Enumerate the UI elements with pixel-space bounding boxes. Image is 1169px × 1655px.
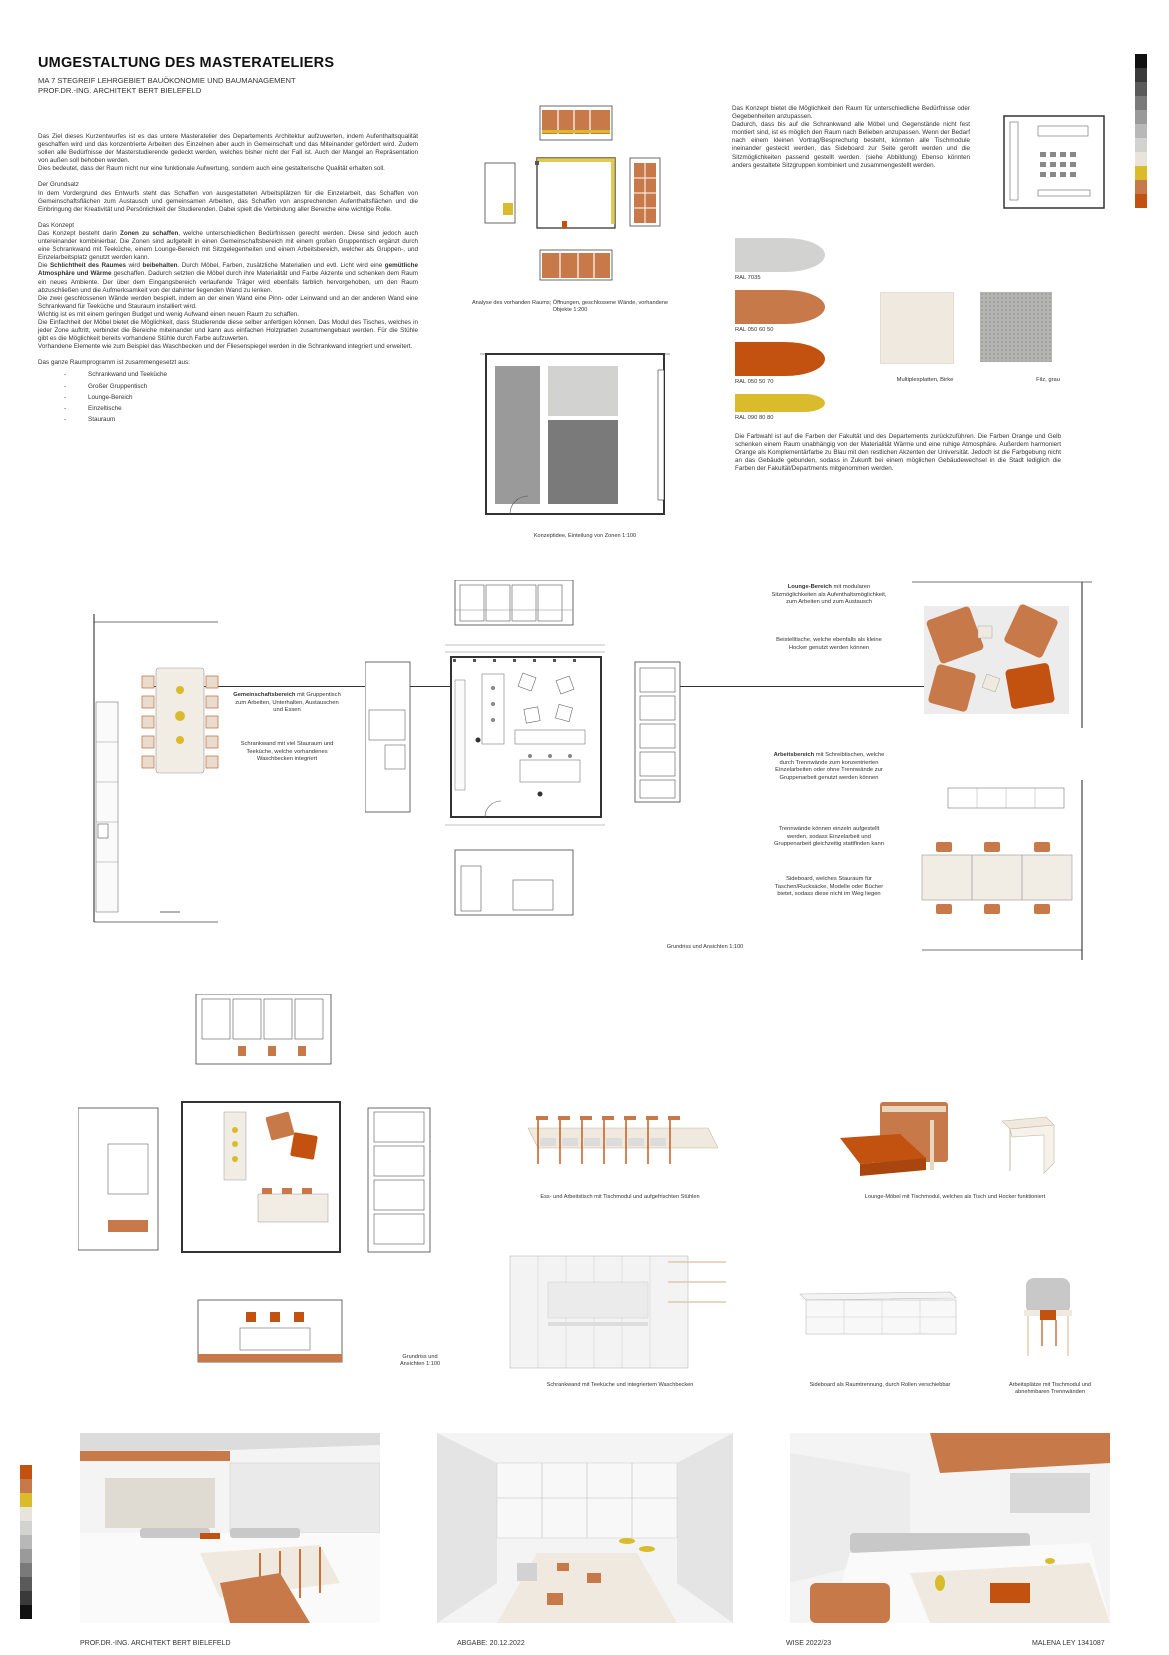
- color-swatches: [735, 238, 825, 421]
- swatch-ral-090-80-80: [735, 394, 825, 412]
- konzept-paragraph: Die Einfachheit der Möbel bietet die Möglichkeit, dass Studierende diese selber anfertigen können. Das Modul des Tisches, welches in jeder Zone auftritt, verbindet die Bereiche miteinander und kann aus einfachen Holzplatten zusammengebaut werden. Für die Stühle gibt es die Möglichkeit bereits vorhandene Stühle durch Farbe aufzuwerten.: [38, 318, 418, 343]
- palette-chip: [20, 1535, 32, 1549]
- main-floor-plan: [365, 580, 695, 920]
- lounge-furniture-illustration: [830, 1100, 960, 1180]
- konzept-heading: Das Konzept: [38, 221, 75, 229]
- caption-analyse: Analyse des vorhanden Raums; Öffnungen, geschlossene Wände, vorhandene Objekte 1:200: [471, 300, 669, 314]
- palette-chip: [1135, 54, 1147, 68]
- wardrobe-illustration: [508, 1252, 730, 1372]
- program-item: - Stauraum: [64, 415, 116, 423]
- intro-text: [38, 133, 418, 424]
- rendering-3-drawing: [790, 1433, 1110, 1623]
- footer-abgabe: ABGABE: 20.12.2022: [457, 1640, 525, 1647]
- sideboard-annotation: Sideboard, welches Stauraum für Taschen/Rucksäcke, Modelle oder Bücher bietet, sodass diese nicht im Weg liegen: [774, 876, 884, 898]
- stool-table-illustration: [1000, 1115, 1056, 1177]
- program-item: - Großer Gruppentisch: [64, 382, 148, 390]
- swatch-ral-050-50-70: [735, 342, 825, 376]
- program-item: - Schrankwand und Teeküche: [64, 371, 167, 379]
- secondary-bottom-elevation: [196, 1298, 344, 1364]
- gemeinschaft-zoom-plan: [90, 612, 220, 930]
- caption-sideboard: Sideboard als Raumtrennung, durch Rollen verschiebbar: [809, 1382, 951, 1388]
- presentation-drawing: [998, 112, 1110, 212]
- swatch-label: RAL 050 50 70: [735, 379, 774, 385]
- palette-strip-right: [1135, 54, 1147, 208]
- intro-paragraph: Das Ziel dieses Kurzentwurfes ist es das untere Masteratelier des Departements Architektur aufzuwerten, indem Aufenthaltsqualität geschaffen wird und das konzentrierte Arbeiten des Einzelnen aber auch in Gemeinschaft und das Miteinander gefördert wird. Zudem sollen alle Bedürfnisse der Masterstudierende gedeckt werden, welches bisher nicht der Fall ist. Auch der Mangel an Repräsentation von außen soll behoben werden.: [38, 133, 418, 165]
- analysis-diagrams: [470, 103, 670, 318]
- flexibility-paragraph: Das Konzept bietet die Möglichkeit den Raum für unterschiedliche Bedürfnisse oder Gegebenheiten anzupassen.: [732, 105, 970, 121]
- swatch-ral-050-60-50: [735, 290, 825, 324]
- page-title: UMGESTALTUNG DES MASTERATELIERS: [38, 55, 335, 71]
- caption-schrankwand: Schrankwand mit Teeküche und integriertem Waschbecken: [546, 1382, 694, 1388]
- zones-drawing: [480, 350, 670, 520]
- secondary-plan-drawing: [78, 994, 448, 1274]
- palette-chip: [1135, 124, 1147, 138]
- swatch-label: RAL 050 60 50: [735, 327, 774, 333]
- footer-semester: WISE 2022/23: [786, 1640, 832, 1647]
- palette-chip: [20, 1605, 32, 1619]
- wardrobe-drawing: [508, 1252, 730, 1372]
- sideboard-drawing: [798, 1290, 958, 1340]
- subtitle-professor: PROF.DR.-ING. ARCHITEKT BERT BIELEFELD: [38, 86, 202, 95]
- program-heading: Das ganze Raumprogramm ist zusammengesetzt aus:: [38, 359, 190, 367]
- konzept-paragraph: Vorhandene Elemente wie zum Beispiel das Waschbecken und der Fliesenspiegel werden in die Schrankwand integriert und erweitert.: [38, 343, 413, 351]
- stool-table-drawing: [1000, 1115, 1056, 1177]
- swatch-label: RAL 7035: [735, 275, 761, 281]
- flexibility-paragraph: Dadurch, dass bis auf die Schrankwand alle Möbel und Gegenstände nicht fest montiert sind, ist es möglich den Raum nach Belieben anzupassen. Wenn der Bedarf nach einem kleinen Vortrag/Besprechung besteht, könnten alle Tischmodule ineinander gesteckt werden, das Sideboard zur Seite gerollt werden und die Sitzmöglichkeiten passend gestellt werden. (siehe Abbildung) Ebenso könnten anders gestaltete Sitzgruppen kombiniert und zusammengestellt werden.: [732, 121, 970, 169]
- secondary-elevation-drawing: [196, 1298, 344, 1364]
- palette-chip: [1135, 152, 1147, 166]
- rendering-3: [790, 1433, 1110, 1623]
- palette-chip: [1135, 166, 1147, 180]
- arbeit-drawing: [912, 780, 1092, 960]
- program-item: - Einzeltische: [64, 404, 122, 412]
- swatch-label: RAL 090 80 80: [735, 415, 774, 421]
- material-birke-swatch: [880, 292, 954, 364]
- caption-arbeitsplaetze: Arbeitsplätze mit Tischmodul und abnehmbaren Trennwänden: [1008, 1382, 1092, 1396]
- program-item: - Lounge-Bereich: [64, 393, 133, 401]
- footer-author: MALENA LEY 1341087: [1032, 1640, 1105, 1647]
- material-birke-label: Multiplexplatten, Birke: [896, 377, 954, 383]
- workplace-drawing: [1022, 1276, 1074, 1358]
- gemeinschaft-drawing: [90, 612, 220, 930]
- arbeit-zoom-plan: [912, 780, 1092, 960]
- palette-chip: [1135, 96, 1147, 110]
- lounge-zoom-plan: [912, 576, 1092, 728]
- konzept-paragraph: Das Konzept besteht darin Zonen zu schaffen, welche unterschiedlichen Bedürfnissen gerecht werden. Diese sind jedoch auch untereinander kombinierbar. Die Zonen sind aufgeteilt in einen Gemeinschaftsbereich mit einem großen Gruppentisch ergänzt durch eine Schrankwand mit Teeküche, einem Lounge-Bereich mit Sitzgelegenheiten und einem Arbeitsbereich, welcher als Gruppen-, und Einzelarbeitsplatz genutzt werden kann.: [38, 229, 418, 262]
- swatch-ral-7035: [735, 238, 825, 272]
- lounge-annotation: Lounge-Bereich mit modularen Sitzmöglichkeiten als Aufenthaltsmöglichkeit, zum Arbeiten und zum Austausch: [771, 584, 887, 606]
- palette-chip: [20, 1563, 32, 1577]
- palette-chip: [20, 1493, 32, 1507]
- material-filz-label: Filz, grau: [1036, 377, 1060, 383]
- dining-table-drawing: [518, 1108, 718, 1174]
- palette-chip: [20, 1507, 32, 1521]
- palette-chip: [1135, 180, 1147, 194]
- color-rationale-text: Die Farbwahl ist auf die Farben der Fakultät und des Departements zurückzuführen. Die Farben Orange und Gelb schenken einem Raum unabhängig von der Materialität Wärme und eine ruhige Atmosphäre. Außerdem harmoniert Orange als Komplementärfarbe zu Blau mit den restlichen Akzenten der Universität. Jedoch ist die Farbgebung nicht an das Gebäude gebunden, sodass in Zukunft bei einem möglichen Gebäudewechsel in die Stadt lediglich die Farben der Fakultät/Departments mitgenommen werden.: [735, 433, 1061, 473]
- rendering-2: [437, 1433, 733, 1623]
- footer-professor: PROF.DR.-ING. ARCHITEKT BERT BIELEFELD: [80, 1640, 231, 1647]
- lounge-drawing: [912, 576, 1092, 728]
- konzept-paragraph: Wichtig ist es mit einem geringen Budget und wenig Aufwand einen neuen Raum zu schaffen.: [38, 310, 300, 318]
- gemeinschaft-annotation: Gemeinschaftsbereich mit Gruppentisch zum Arbeiten, Unterhalten, Austauschen und Essen: [233, 692, 341, 714]
- grundsatz-heading: Der Grundsatz: [38, 181, 79, 189]
- palette-chip: [1135, 68, 1147, 82]
- konzept-paragraph: Die zwei geschlossenen Wände werden bespielt, indem an der einen Wand eine Pinn- oder Leinwand und an der anderen Wand eine Schrankwand für Teeküche und Stauraum installiert wird.: [38, 294, 418, 310]
- rendering-1: [80, 1433, 380, 1623]
- palette-strip-left: [20, 1465, 32, 1619]
- flexibility-text: [732, 105, 970, 170]
- material-filz-swatch: [980, 292, 1052, 362]
- palette-chip: [20, 1479, 32, 1493]
- palette-chip: [20, 1591, 32, 1605]
- grundsatz-text: In dem Vordergrund des Entwurfs steht das Schaffen von ausgestatteten Arbeitsplätzen für die Einzelarbeit, das Schaffen von Gemeinschaftsflächen zum Austausch und gemeinsamen Arbeiten, das Schaffen von ansprechenden Aufenthaltsflächen und die Einbringung der Kreativität und Persönlichkeit der Studierenden. Dabei spielt die Verbindung aller Bereiche eine wichtige Rolle.: [38, 189, 418, 213]
- palette-chip: [20, 1465, 32, 1479]
- trennwand-annotation: Trennwände können einzeln aufgestellt werden, sodass Einzelarbeit und Gruppenarbeit gleichzeitig stattfinden kann: [774, 826, 884, 848]
- palette-chip: [20, 1521, 32, 1535]
- arbeit-annotation: Arbeitsbereich mit Schreibtischen, welche durch Trennwände zum konzentrierten Einzelarbeiten oder ohne Trennwände zur Gruppenarbeit genutzt werden können: [773, 752, 885, 781]
- palette-chip: [1135, 110, 1147, 124]
- main-plan-drawing: [365, 580, 695, 920]
- secondary-floor-plan: [78, 994, 448, 1274]
- caption-ess: Ess- und Arbeitstisch mit Tischmodul und aufgefrischten Stühlen: [540, 1194, 700, 1200]
- palette-chip: [20, 1549, 32, 1563]
- lounge-furniture-drawing: [830, 1100, 960, 1180]
- schrankwand-annotation: Schrankwand mit viel Stauraum und Teeküche, welche vorhandenes Waschbecken integriert: [240, 741, 334, 763]
- caption-grundriss-2: Grundriss und Ansichten 1:100: [399, 1354, 441, 1368]
- workplace-illustration: [1022, 1276, 1074, 1358]
- rendering-2-drawing: [437, 1433, 733, 1623]
- rendering-1-drawing: [80, 1433, 380, 1623]
- palette-chip: [1135, 194, 1147, 208]
- konzept-paragraph: Die Schlichtheit des Raumes wird beibehalten. Durch Möbel, Farben, zusätzliche Materialien und evtl. Licht wird eine gemütliche Atmosphäre und Wärme geschaffen. Dadurch setzten die Möbel durch ihre Materialität und Farbe Akzente und schenken dem Raum ein neues Ambiente. Der über dem Eingangsbereich verlaufende Träger wird ebenfalls farblich hervorgehoben, um den Raum abzuschließen und die Aufmerksamkeit von der dahinter liegenden Wand zu lenken.: [38, 262, 418, 294]
- dining-table-illustration: [518, 1108, 718, 1174]
- caption-lounge-moebel: Lounge-Möbel mit Tischmodul, welches als Tisch und Hocker funktioniert: [864, 1194, 1046, 1200]
- palette-chip: [1135, 82, 1147, 96]
- subtitle-course: MA 7 STEGREIF LEHRGEBIET BAUÖKONOMIE UND BAUMANAGEMENT: [38, 76, 296, 85]
- concept-zones-plan: [480, 350, 670, 520]
- caption-konzeptidee: Konzeptidee, Einteilung von Zonen 1:100: [533, 533, 637, 539]
- palette-chip: [20, 1577, 32, 1591]
- intro-paragraph: Dies bedeutet, dass der Raum nicht nur eine funktionale Aufwertung, sondern auch eine gestalterische Qualität erhalten soll.: [38, 165, 385, 173]
- beistell-annotation: Beistelltische, welche ebenfalls als kleine Hocker genutzt werden können: [776, 637, 882, 651]
- caption-grundriss: Grundriss und Ansichten 1:100: [666, 944, 744, 950]
- analysis-drawing: [470, 103, 670, 318]
- page-subtitle: [38, 76, 296, 96]
- presentation-plan: [998, 112, 1110, 212]
- sideboard-illustration: [798, 1290, 958, 1340]
- palette-chip: [1135, 138, 1147, 152]
